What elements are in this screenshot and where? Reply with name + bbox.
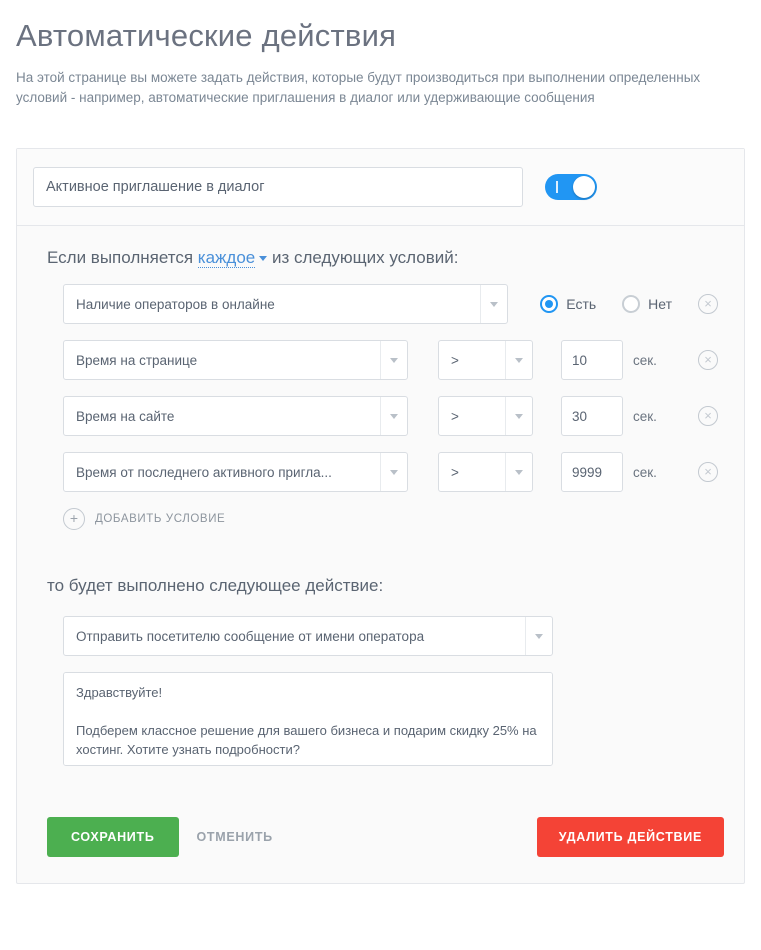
radio-yes-dot [540, 295, 558, 313]
remove-condition-icon[interactable]: × [698, 350, 718, 370]
condition-field-select[interactable] [63, 396, 408, 436]
radio-no-dot [622, 295, 640, 313]
action-card-footer [17, 789, 744, 883]
condition-operator-value: > [451, 352, 459, 368]
toggle-bar-icon [556, 181, 558, 193]
chevron-down-icon[interactable] [505, 341, 532, 379]
page-description: На этой странице вы можете задать действия, которые будут производиться при выполнении определенных условий - например, автоматические приглашения в диалог или удерживающие сообщения [16, 70, 701, 105]
chevron-down-icon[interactable] [480, 285, 507, 323]
condition-row [33, 396, 728, 436]
cancel-button[interactable]: ОТМЕНИТЬ [179, 817, 291, 857]
radio-yes-label: Есть [566, 296, 597, 312]
add-condition-button[interactable] [63, 508, 728, 530]
condition-operator-select[interactable] [438, 396, 533, 436]
radio-no[interactable] [622, 295, 672, 313]
condition-row [33, 340, 728, 380]
toggle-knob [573, 176, 595, 198]
action-heading: то будет выполнено следующее действие: [47, 576, 384, 595]
action-type-value: Отправить посетителю сообщение от имени оператора [76, 628, 425, 644]
condition-operator-value: > [451, 408, 459, 424]
action-select-row [33, 616, 728, 656]
chevron-down-icon[interactable] [505, 453, 532, 491]
condition-value-input[interactable] [561, 340, 623, 380]
condition-row [33, 452, 728, 492]
plus-icon: + [63, 508, 85, 530]
chevron-down-icon[interactable] [505, 397, 532, 435]
chevron-down-icon[interactable] [259, 256, 267, 261]
condition-operator-value: > [451, 464, 459, 480]
condition-unit-label: сек. [633, 352, 657, 368]
remove-condition-icon[interactable]: × [698, 294, 718, 314]
page-header [0, 0, 761, 108]
save-button[interactable]: СОХРАНИТЬ [47, 817, 179, 857]
delete-action-button[interactable]: УДАЛИТЬ ДЕЙСТВИЕ [537, 817, 724, 857]
action-message-textarea[interactable] [63, 672, 553, 766]
operators-online-radio-group [540, 295, 698, 313]
conditions-match-dropdown[interactable]: каждое [197, 248, 256, 267]
chevron-down-icon[interactable] [525, 617, 552, 655]
condition-unit-label: сек. [633, 464, 657, 480]
condition-row [33, 284, 728, 324]
action-type-select[interactable] [63, 616, 553, 656]
action-card [16, 148, 745, 884]
action-message-wrap [33, 672, 728, 771]
condition-field-select[interactable] [63, 284, 508, 324]
condition-unit-label: сек. [633, 408, 657, 424]
condition-operator-select[interactable] [438, 452, 533, 492]
condition-field-value: Наличие операторов в онлайне [76, 296, 275, 312]
action-card-body [17, 226, 744, 789]
remove-condition-icon[interactable]: × [698, 406, 718, 426]
chevron-down-icon[interactable] [380, 453, 407, 491]
action-name-input[interactable] [33, 167, 523, 207]
condition-field-select[interactable] [63, 340, 408, 380]
chevron-down-icon[interactable] [380, 341, 407, 379]
condition-value-input[interactable] [561, 396, 623, 436]
condition-field-value: Время на странице [76, 352, 198, 368]
conditions-heading-suffix: из следующих условий: [271, 248, 459, 267]
condition-field-value: Время от последнего активного пригла... [76, 464, 332, 480]
remove-condition-icon[interactable]: × [698, 462, 718, 482]
conditions-heading [47, 248, 728, 268]
add-condition-label: ДОБАВИТЬ УСЛОВИЕ [95, 513, 226, 525]
condition-field-value: Время на сайте [76, 408, 175, 424]
chevron-down-icon[interactable] [380, 397, 407, 435]
conditions-heading-prefix: Если выполняется [47, 248, 194, 267]
action-card-header [17, 149, 744, 226]
radio-yes[interactable] [540, 295, 596, 313]
action-enabled-toggle[interactable] [545, 174, 597, 200]
page-title: Автоматические действия [16, 18, 397, 53]
condition-value-input[interactable] [561, 452, 623, 492]
condition-operator-select[interactable] [438, 340, 533, 380]
radio-no-label: Нет [648, 296, 672, 312]
condition-field-select[interactable] [63, 452, 408, 492]
